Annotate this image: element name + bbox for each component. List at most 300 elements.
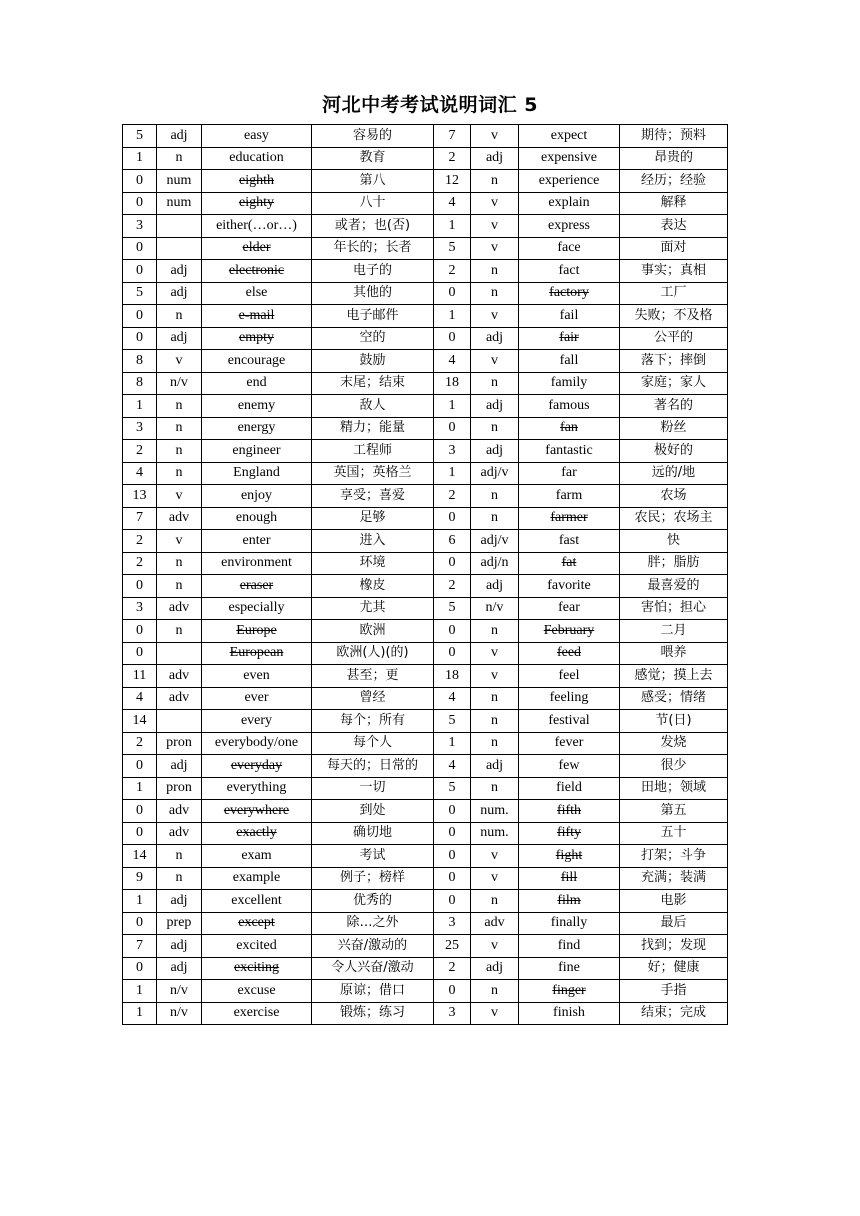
word-cell: exciting xyxy=(202,957,312,980)
meaning-cell: 享受；喜爱 xyxy=(312,485,434,508)
meaning-cell: 英国；英格兰 xyxy=(312,462,434,485)
meaning-cell: 落下；摔倒 xyxy=(620,350,728,373)
meaning-cell: 著名的 xyxy=(620,395,728,418)
word-cell: February xyxy=(519,620,620,643)
frequency-cell: 7 xyxy=(434,125,471,148)
part-of-speech-cell: adj/n xyxy=(471,552,519,575)
word-cell: energy xyxy=(202,417,312,440)
part-of-speech-cell: n xyxy=(471,980,519,1003)
part-of-speech-cell: n xyxy=(471,777,519,800)
meaning-cell: 最后 xyxy=(620,912,728,935)
part-of-speech-cell: n xyxy=(157,575,202,598)
meaning-cell: 确切地 xyxy=(312,822,434,845)
part-of-speech-cell: num xyxy=(157,192,202,215)
part-of-speech-cell: adj xyxy=(471,957,519,980)
part-of-speech-cell: n xyxy=(157,395,202,418)
table-row xyxy=(123,642,728,665)
part-of-speech-cell: adj xyxy=(157,260,202,283)
table-row xyxy=(123,552,728,575)
word-cell: finger xyxy=(519,980,620,1003)
word-cell: expect xyxy=(519,125,620,148)
word-cell: festival xyxy=(519,710,620,733)
word-cell: field xyxy=(519,777,620,800)
meaning-cell: 考试 xyxy=(312,845,434,868)
part-of-speech-cell: v xyxy=(471,642,519,665)
frequency-cell: 4 xyxy=(434,350,471,373)
frequency-cell: 2 xyxy=(434,260,471,283)
word-cell: else xyxy=(202,282,312,305)
meaning-cell: 田地；领域 xyxy=(620,777,728,800)
part-of-speech-cell: v xyxy=(157,530,202,553)
meaning-cell: 教育 xyxy=(312,147,434,170)
frequency-cell: 0 xyxy=(434,327,471,350)
part-of-speech-cell: n xyxy=(157,462,202,485)
frequency-cell: 1 xyxy=(123,777,157,800)
table-row xyxy=(123,170,728,193)
word-cell: few xyxy=(519,755,620,778)
word-cell: excited xyxy=(202,935,312,958)
part-of-speech-cell xyxy=(157,237,202,260)
table-row xyxy=(123,530,728,553)
frequency-cell: 0 xyxy=(123,912,157,935)
meaning-cell: 期待；预料 xyxy=(620,125,728,148)
word-cell: fifth xyxy=(519,800,620,823)
meaning-cell: 空的 xyxy=(312,327,434,350)
word-cell: even xyxy=(202,665,312,688)
part-of-speech-cell: v xyxy=(157,350,202,373)
word-cell: everything xyxy=(202,777,312,800)
meaning-cell: 橡皮 xyxy=(312,575,434,598)
frequency-cell: 0 xyxy=(123,170,157,193)
frequency-cell: 2 xyxy=(434,957,471,980)
frequency-cell: 4 xyxy=(123,462,157,485)
table-row xyxy=(123,125,728,148)
part-of-speech-cell: v xyxy=(471,665,519,688)
word-cell: film xyxy=(519,890,620,913)
word-cell: finish xyxy=(519,1002,620,1025)
part-of-speech-cell: adj xyxy=(157,125,202,148)
meaning-cell: 公平的 xyxy=(620,327,728,350)
word-cell: explain xyxy=(519,192,620,215)
part-of-speech-cell: n xyxy=(471,170,519,193)
frequency-cell: 1 xyxy=(434,305,471,328)
meaning-cell: 兴奋/激动的 xyxy=(312,935,434,958)
table-row xyxy=(123,260,728,283)
meaning-cell: 工程师 xyxy=(312,440,434,463)
part-of-speech-cell: n xyxy=(471,417,519,440)
frequency-cell: 3 xyxy=(123,417,157,440)
word-cell: feed xyxy=(519,642,620,665)
frequency-cell: 1 xyxy=(434,462,471,485)
table-row xyxy=(123,440,728,463)
table-row xyxy=(123,327,728,350)
word-cell: European xyxy=(202,642,312,665)
meaning-cell: 经历；经验 xyxy=(620,170,728,193)
word-cell: fair xyxy=(519,327,620,350)
frequency-cell: 2 xyxy=(434,147,471,170)
part-of-speech-cell: adj xyxy=(471,575,519,598)
meaning-cell: 面对 xyxy=(620,237,728,260)
word-cell: enjoy xyxy=(202,485,312,508)
part-of-speech-cell: n xyxy=(471,732,519,755)
meaning-cell: 工厂 xyxy=(620,282,728,305)
part-of-speech-cell: adj xyxy=(157,755,202,778)
part-of-speech-cell: pron xyxy=(157,732,202,755)
part-of-speech-cell: num. xyxy=(471,800,519,823)
meaning-cell: 发烧 xyxy=(620,732,728,755)
table-row xyxy=(123,665,728,688)
frequency-cell: 0 xyxy=(434,417,471,440)
word-cell: fantastic xyxy=(519,440,620,463)
part-of-speech-cell: v xyxy=(471,1002,519,1025)
frequency-cell: 4 xyxy=(434,755,471,778)
part-of-speech-cell xyxy=(157,642,202,665)
word-cell: fan xyxy=(519,417,620,440)
word-cell: either(…or…) xyxy=(202,215,312,238)
word-cell: feel xyxy=(519,665,620,688)
frequency-cell: 0 xyxy=(123,755,157,778)
part-of-speech-cell: n xyxy=(157,552,202,575)
part-of-speech-cell: num. xyxy=(471,822,519,845)
frequency-cell: 2 xyxy=(434,485,471,508)
frequency-cell: 3 xyxy=(434,912,471,935)
meaning-cell: 鼓励 xyxy=(312,350,434,373)
meaning-cell: 除…之外 xyxy=(312,912,434,935)
word-cell: expensive xyxy=(519,147,620,170)
meaning-cell: 到处 xyxy=(312,800,434,823)
table-row xyxy=(123,800,728,823)
word-cell: finally xyxy=(519,912,620,935)
frequency-cell: 1 xyxy=(123,890,157,913)
word-cell: far xyxy=(519,462,620,485)
part-of-speech-cell: adv xyxy=(157,665,202,688)
word-cell: especially xyxy=(202,597,312,620)
frequency-cell: 18 xyxy=(434,372,471,395)
part-of-speech-cell: n/v xyxy=(157,980,202,1003)
word-cell: end xyxy=(202,372,312,395)
part-of-speech-cell: n xyxy=(157,845,202,868)
part-of-speech-cell: n xyxy=(157,417,202,440)
part-of-speech-cell: v xyxy=(157,485,202,508)
table-row xyxy=(123,755,728,778)
meaning-cell: 胖；脂肪 xyxy=(620,552,728,575)
word-cell: feeling xyxy=(519,687,620,710)
frequency-cell: 14 xyxy=(123,710,157,733)
word-cell: empty xyxy=(202,327,312,350)
word-cell: excuse xyxy=(202,980,312,1003)
word-cell: fifty xyxy=(519,822,620,845)
part-of-speech-cell: adj xyxy=(157,957,202,980)
word-cell: education xyxy=(202,147,312,170)
frequency-cell: 8 xyxy=(123,372,157,395)
meaning-cell: 进入 xyxy=(312,530,434,553)
meaning-cell: 优秀的 xyxy=(312,890,434,913)
part-of-speech-cell: n xyxy=(471,620,519,643)
meaning-cell: 足够 xyxy=(312,507,434,530)
part-of-speech-cell: prep xyxy=(157,912,202,935)
table-row xyxy=(123,507,728,530)
meaning-cell: 打架；斗争 xyxy=(620,845,728,868)
meaning-cell: 节(日) xyxy=(620,710,728,733)
table-row xyxy=(123,192,728,215)
frequency-cell: 0 xyxy=(123,800,157,823)
meaning-cell: 尤其 xyxy=(312,597,434,620)
meaning-cell: 失败；不及格 xyxy=(620,305,728,328)
table-row xyxy=(123,867,728,890)
part-of-speech-cell: v xyxy=(471,845,519,868)
part-of-speech-cell: n xyxy=(157,620,202,643)
frequency-cell: 3 xyxy=(434,440,471,463)
meaning-cell: 敌人 xyxy=(312,395,434,418)
word-cell: everybody/one xyxy=(202,732,312,755)
meaning-cell: 曾经 xyxy=(312,687,434,710)
word-cell: enemy xyxy=(202,395,312,418)
word-cell: find xyxy=(519,935,620,958)
meaning-cell: 充满；装满 xyxy=(620,867,728,890)
part-of-speech-cell: adj xyxy=(157,890,202,913)
table-row xyxy=(123,620,728,643)
word-cell: environment xyxy=(202,552,312,575)
part-of-speech-cell: n/v xyxy=(471,597,519,620)
part-of-speech-cell: n xyxy=(471,890,519,913)
word-cell: factory xyxy=(519,282,620,305)
meaning-cell: 解释 xyxy=(620,192,728,215)
word-cell: fill xyxy=(519,867,620,890)
frequency-cell: 7 xyxy=(123,507,157,530)
frequency-cell: 1 xyxy=(123,1002,157,1025)
meaning-cell: 最喜爱的 xyxy=(620,575,728,598)
table-row xyxy=(123,687,728,710)
meaning-cell: 第五 xyxy=(620,800,728,823)
word-cell: fine xyxy=(519,957,620,980)
table-row xyxy=(123,395,728,418)
word-cell: enter xyxy=(202,530,312,553)
table-row xyxy=(123,282,728,305)
table-row xyxy=(123,237,728,260)
part-of-speech-cell: n xyxy=(471,710,519,733)
meaning-cell: 例子；榜样 xyxy=(312,867,434,890)
part-of-speech-cell: adj xyxy=(157,935,202,958)
word-cell: fall xyxy=(519,350,620,373)
word-cell: except xyxy=(202,912,312,935)
part-of-speech-cell: adv xyxy=(157,800,202,823)
frequency-cell: 3 xyxy=(434,1002,471,1025)
part-of-speech-cell: adv xyxy=(471,912,519,935)
meaning-cell: 手指 xyxy=(620,980,728,1003)
meaning-cell: 欧洲 xyxy=(312,620,434,643)
frequency-cell: 0 xyxy=(123,305,157,328)
word-cell: electronic xyxy=(202,260,312,283)
word-cell: exercise xyxy=(202,1002,312,1025)
frequency-cell: 0 xyxy=(434,845,471,868)
meaning-cell: 感觉；摸上去 xyxy=(620,665,728,688)
table-row xyxy=(123,1002,728,1025)
part-of-speech-cell: n xyxy=(471,282,519,305)
part-of-speech-cell: n xyxy=(471,372,519,395)
frequency-cell: 5 xyxy=(123,125,157,148)
word-cell: famous xyxy=(519,395,620,418)
frequency-cell: 11 xyxy=(123,665,157,688)
frequency-cell: 0 xyxy=(434,822,471,845)
word-cell: farmer xyxy=(519,507,620,530)
frequency-cell: 0 xyxy=(434,620,471,643)
frequency-cell: 13 xyxy=(123,485,157,508)
table-row xyxy=(123,372,728,395)
meaning-cell: 农场 xyxy=(620,485,728,508)
word-cell: fail xyxy=(519,305,620,328)
frequency-cell: 8 xyxy=(123,350,157,373)
part-of-speech-cell: v xyxy=(471,935,519,958)
part-of-speech-cell: n xyxy=(157,305,202,328)
word-cell: every xyxy=(202,710,312,733)
meaning-cell: 精力；能量 xyxy=(312,417,434,440)
frequency-cell: 1 xyxy=(123,395,157,418)
frequency-cell: 9 xyxy=(123,867,157,890)
frequency-cell: 0 xyxy=(123,260,157,283)
part-of-speech-cell: n xyxy=(471,507,519,530)
table-row xyxy=(123,935,728,958)
meaning-cell: 很少 xyxy=(620,755,728,778)
word-cell: Europe xyxy=(202,620,312,643)
word-cell: fact xyxy=(519,260,620,283)
frequency-cell: 2 xyxy=(434,575,471,598)
table-row xyxy=(123,845,728,868)
frequency-cell: 18 xyxy=(434,665,471,688)
frequency-cell: 5 xyxy=(434,237,471,260)
word-cell: family xyxy=(519,372,620,395)
part-of-speech-cell: adv xyxy=(157,822,202,845)
meaning-cell: 或者；也(否) xyxy=(312,215,434,238)
part-of-speech-cell: pron xyxy=(157,777,202,800)
meaning-cell: 电影 xyxy=(620,890,728,913)
frequency-cell: 5 xyxy=(434,597,471,620)
meaning-cell: 事实；真相 xyxy=(620,260,728,283)
part-of-speech-cell: v xyxy=(471,125,519,148)
word-cell: face xyxy=(519,237,620,260)
table-row xyxy=(123,822,728,845)
frequency-cell: 0 xyxy=(434,282,471,305)
part-of-speech-cell: n xyxy=(157,147,202,170)
part-of-speech-cell: adj xyxy=(471,147,519,170)
part-of-speech-cell: n/v xyxy=(157,372,202,395)
frequency-cell: 25 xyxy=(434,935,471,958)
frequency-cell: 0 xyxy=(434,867,471,890)
table-row xyxy=(123,912,728,935)
table-row xyxy=(123,957,728,980)
frequency-cell: 0 xyxy=(434,800,471,823)
part-of-speech-cell xyxy=(157,215,202,238)
part-of-speech-cell: v xyxy=(471,215,519,238)
table-row xyxy=(123,710,728,733)
part-of-speech-cell: adv xyxy=(157,597,202,620)
meaning-cell: 二月 xyxy=(620,620,728,643)
frequency-cell: 0 xyxy=(123,192,157,215)
frequency-cell: 7 xyxy=(123,935,157,958)
meaning-cell: 环境 xyxy=(312,552,434,575)
frequency-cell: 4 xyxy=(123,687,157,710)
meaning-cell: 第八 xyxy=(312,170,434,193)
frequency-cell: 2 xyxy=(123,552,157,575)
meaning-cell: 一切 xyxy=(312,777,434,800)
word-cell: experience xyxy=(519,170,620,193)
frequency-cell: 5 xyxy=(123,282,157,305)
meaning-cell: 电子邮件 xyxy=(312,305,434,328)
meaning-cell: 家庭；家人 xyxy=(620,372,728,395)
word-cell: e-mail xyxy=(202,305,312,328)
word-cell: farm xyxy=(519,485,620,508)
part-of-speech-cell: num xyxy=(157,170,202,193)
word-cell: everyday xyxy=(202,755,312,778)
part-of-speech-cell: adj xyxy=(471,755,519,778)
word-cell: elder xyxy=(202,237,312,260)
part-of-speech-cell: n xyxy=(157,867,202,890)
word-cell: fear xyxy=(519,597,620,620)
page-title: 河北中考考试说明词汇 5 xyxy=(322,94,538,116)
meaning-cell: 远的/地 xyxy=(620,462,728,485)
word-cell: favorite xyxy=(519,575,620,598)
frequency-cell: 1 xyxy=(123,980,157,1003)
frequency-cell: 0 xyxy=(434,890,471,913)
frequency-cell: 3 xyxy=(123,597,157,620)
frequency-cell: 1 xyxy=(434,395,471,418)
frequency-cell: 2 xyxy=(123,530,157,553)
part-of-speech-cell: v xyxy=(471,237,519,260)
frequency-cell: 0 xyxy=(123,620,157,643)
part-of-speech-cell: n xyxy=(471,687,519,710)
part-of-speech-cell: adv xyxy=(157,507,202,530)
frequency-cell: 0 xyxy=(434,980,471,1003)
part-of-speech-cell xyxy=(157,710,202,733)
meaning-cell: 农民；农场主 xyxy=(620,507,728,530)
part-of-speech-cell: adj xyxy=(471,395,519,418)
word-cell: express xyxy=(519,215,620,238)
meaning-cell: 原谅；借口 xyxy=(312,980,434,1003)
meaning-cell: 锻炼；练习 xyxy=(312,1002,434,1025)
word-cell: example xyxy=(202,867,312,890)
table-row xyxy=(123,485,728,508)
word-cell: eighty xyxy=(202,192,312,215)
word-cell: exactly xyxy=(202,822,312,845)
table-row xyxy=(123,350,728,373)
part-of-speech-cell: n xyxy=(471,485,519,508)
part-of-speech-cell: v xyxy=(471,192,519,215)
part-of-speech-cell: n xyxy=(157,440,202,463)
frequency-cell: 5 xyxy=(434,710,471,733)
meaning-cell: 每天的；日常的 xyxy=(312,755,434,778)
word-cell: excellent xyxy=(202,890,312,913)
frequency-cell: 0 xyxy=(123,642,157,665)
word-cell: encourage xyxy=(202,350,312,373)
frequency-cell: 0 xyxy=(123,957,157,980)
meaning-cell: 末尾；结束 xyxy=(312,372,434,395)
meaning-cell: 容易的 xyxy=(312,125,434,148)
meaning-cell: 欧洲(人)(的) xyxy=(312,642,434,665)
word-cell: eighth xyxy=(202,170,312,193)
frequency-cell: 2 xyxy=(123,732,157,755)
meaning-cell: 好；健康 xyxy=(620,957,728,980)
meaning-cell: 极好的 xyxy=(620,440,728,463)
part-of-speech-cell: adj xyxy=(157,282,202,305)
meaning-cell: 快 xyxy=(620,530,728,553)
meaning-cell: 每个；所有 xyxy=(312,710,434,733)
word-cell: exam xyxy=(202,845,312,868)
meaning-cell: 每个人 xyxy=(312,732,434,755)
part-of-speech-cell: adj/v xyxy=(471,462,519,485)
frequency-cell: 0 xyxy=(123,237,157,260)
table-row xyxy=(123,575,728,598)
frequency-cell: 1 xyxy=(123,147,157,170)
frequency-cell: 0 xyxy=(434,507,471,530)
